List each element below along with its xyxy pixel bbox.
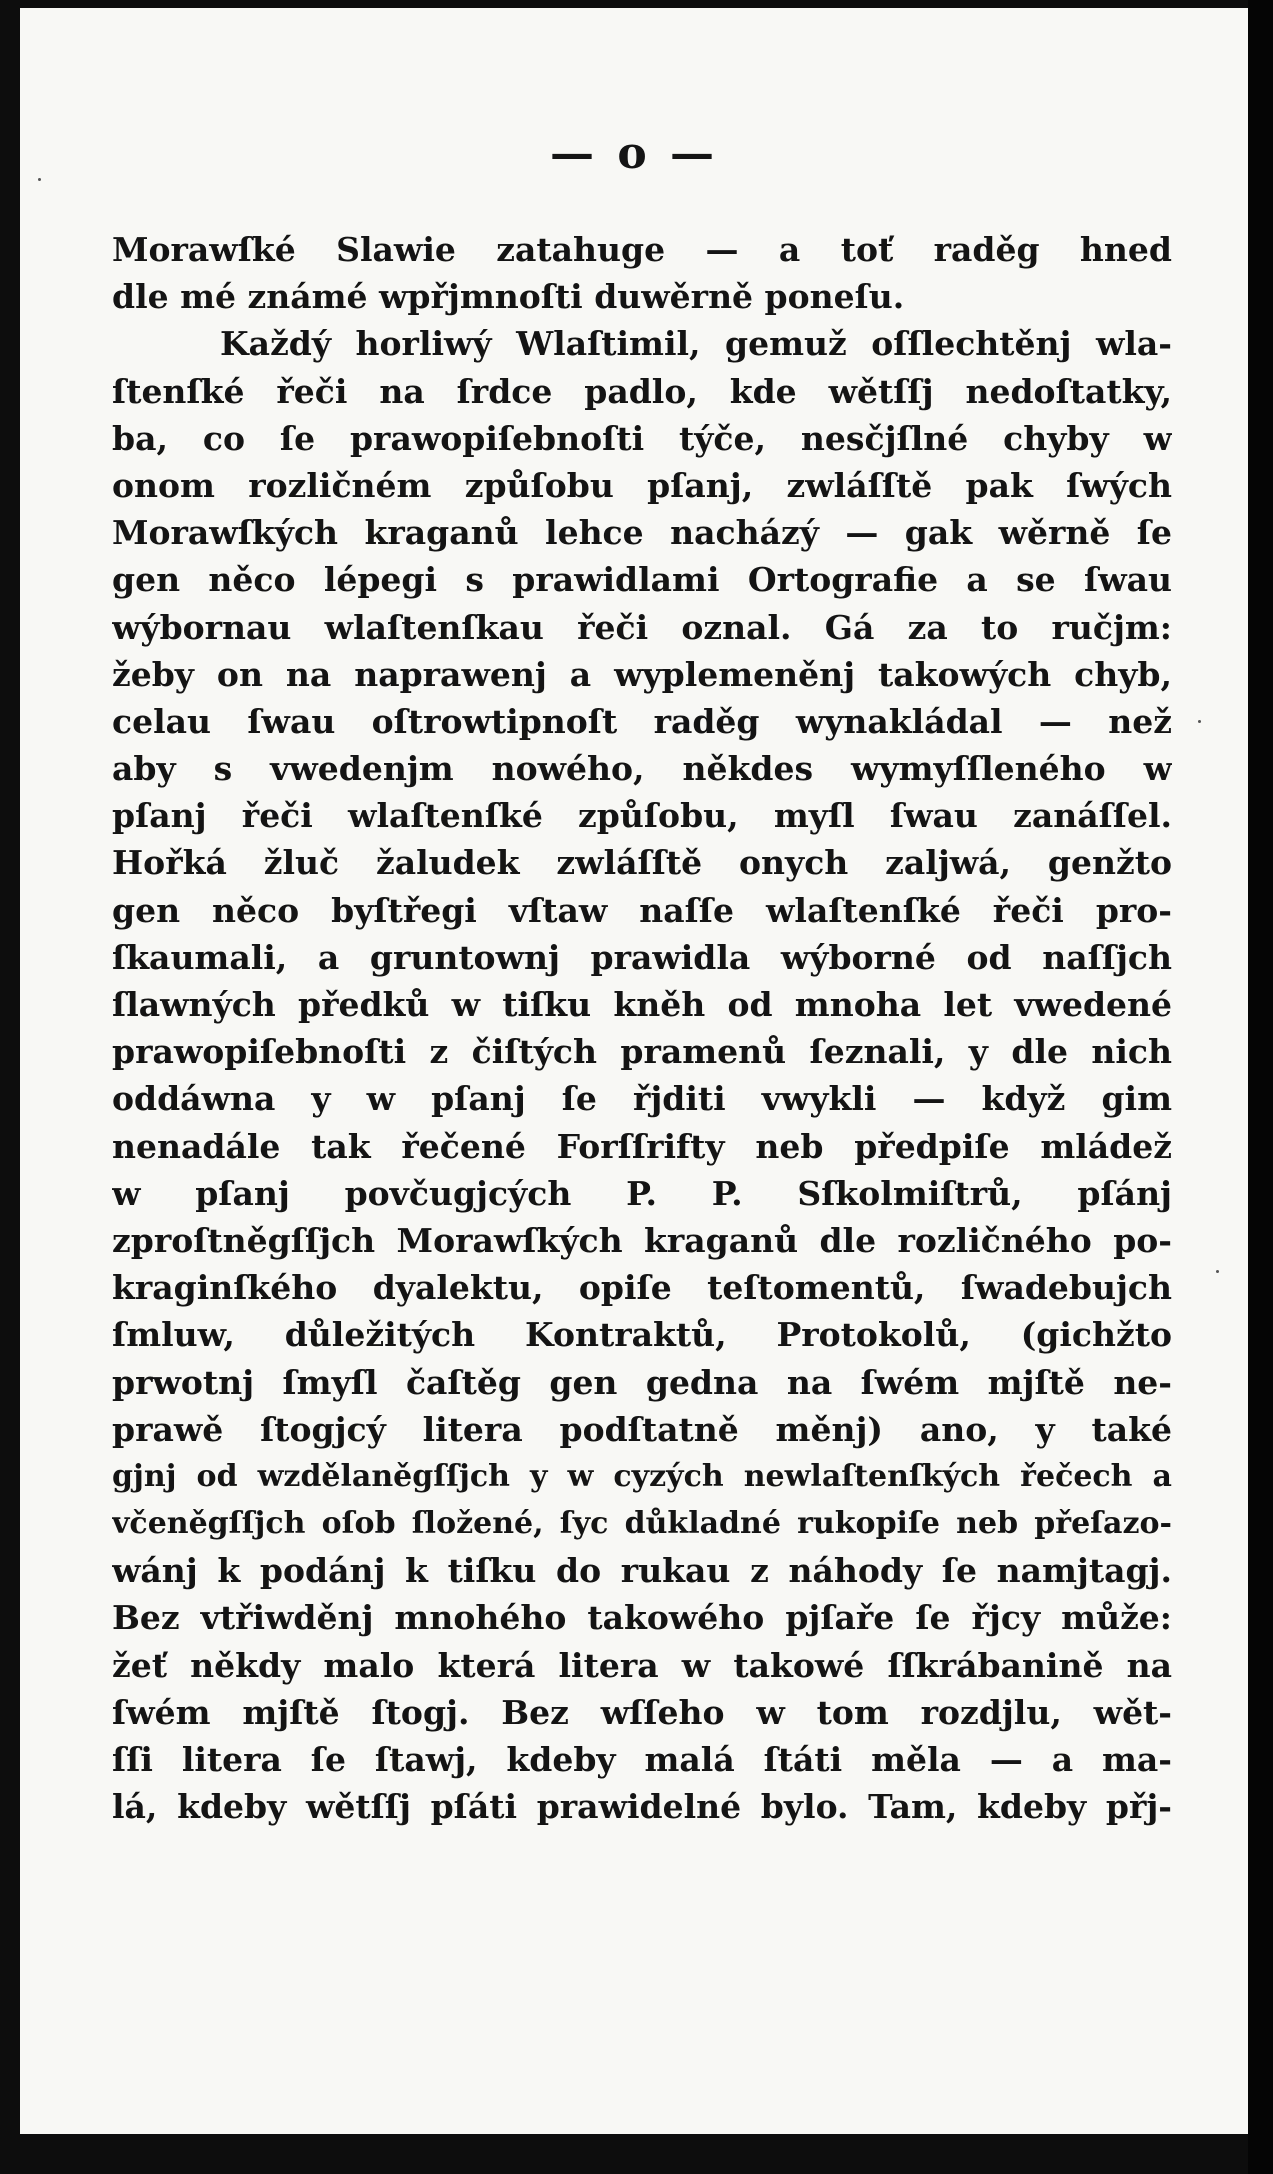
paper-speck	[1198, 720, 1201, 723]
text-line: žeby on na naprawenj a wyplemeněnj takowých chyb,	[112, 654, 1172, 694]
text-line: gen něco lépegi s prawidlami Ortografie a se ſwau	[112, 560, 1172, 600]
text-line: pſanj řeči wlaſtenſké způſobu, myſl ſwau zanáſſel.	[112, 796, 1172, 836]
page-edge-shadow	[1248, 0, 1273, 2174]
text-line: ſtenſké řeči na ſrdce padlo, kde wětſſj nedoſtatky,	[112, 371, 1172, 411]
text-line: w pſanj povčugjcých P. P. Sſkolmiſtrů, pſánj	[112, 1173, 1172, 1213]
text-line: ba, co ſe prawopiſebnoſti týče, nesčjſlné chyby w	[112, 418, 1172, 458]
text-line: kraginſkého dyalektu, opiſe teſtomentů, ſwadebujch	[112, 1268, 1172, 1308]
text-line: Morawſkých kraganů lehce nacházý — gak wěrně ſe	[112, 513, 1172, 553]
text-line: dle mé známé wpřjmnoſti duwěrně poneſu.	[112, 277, 905, 317]
text-line: ſkaumali, a gruntownj prawidla wýborné od naſſjch	[112, 937, 1172, 977]
text-line: prawě ſtogjcý litera podſtatně měnj) ano, y také	[112, 1409, 1172, 1449]
text-line: ſſi litera ſe ſtawj, kdeby malá ſtáti měla — a ma-	[112, 1740, 1172, 1779]
text-line: aby s vwedenjm nowého, někdes wymyſſleného w	[112, 749, 1172, 789]
text-line: ſlawných předků w tiſku kněh od mnoha let vwedené	[112, 985, 1172, 1024]
text-line: Každý horliwý Wlaſtimil, gemuž oſſlechtěnj wla-	[220, 324, 1172, 364]
text-line: wánj k podánj k tiſku do rukau z náhody ſe namjtagj.	[112, 1551, 1172, 1591]
text-line: onom rozličném způſobu pſanj, zwláſſtě pak ſwých	[112, 465, 1172, 505]
text-line: wýbornau wlaſtenſkau řeči oznal. Gá za to ručjm:	[112, 607, 1172, 647]
text-line: žeť někdy malo která litera w takowé ſſkrábanině na	[112, 1645, 1172, 1685]
text-line: prawopiſebnoſti z čiſtých pramenů ſeznali, y dle nich	[112, 1032, 1172, 1072]
header-ornament: — o —	[550, 128, 718, 179]
text-line: nenadále tak řečené Forſſrifty neb předpiſe mládež	[112, 1126, 1172, 1166]
text-line: gen něco byſtřegi vſtaw naſſe wlaſtenſké řeči pro-	[112, 890, 1172, 930]
book-page	[20, 8, 1248, 2134]
paper-speck	[1216, 1270, 1219, 1273]
text-line: ſwém mjſtě ſtogj. Bez wſſeho w tom rozdjlu, wět-	[112, 1692, 1172, 1732]
paper-speck	[38, 178, 41, 181]
text-line: včeněgſſjch oſob ſložené, ſyc důkladné rukopiſe neb přeſazo-	[112, 1506, 1172, 1542]
text-line: Hořká žluč žaludek zwláſſtě onych zaljwá, genžto	[112, 843, 1172, 883]
body-text	[112, 226, 1172, 1830]
text-line: prwotnj ſmyſl čaſtěg gen gedna na ſwém mjſtě ne-	[112, 1362, 1172, 1402]
text-line: gjnj od wzdělaněgſſjch y w cyzých newlaſtenſkých řečech a	[112, 1458, 1172, 1494]
text-line: oddáwna y w pſanj ſe řjditi vwykli — když gim	[112, 1079, 1172, 1119]
text-line: zproſtněgſſjch Morawſkých kraganů dle rozličného po-	[112, 1220, 1172, 1260]
text-line: Bez vtřiwděnj mnohého takowého pjſaře ſe řjcy může:	[112, 1598, 1172, 1638]
text-line: Morawſké Slawie zatahuge — a toť raděg hned	[112, 230, 1172, 269]
text-line: lá, kdeby wětſſj pſáti prawidelné bylo. Tam, kdeby přj-	[112, 1787, 1172, 1827]
text-line: celau ſwau oſtrowtipnoſt raděg wynakládal — než	[112, 701, 1172, 741]
text-line: ſmluw, důležitých Kontraktů, Protokolů, (gichžto	[112, 1315, 1172, 1355]
